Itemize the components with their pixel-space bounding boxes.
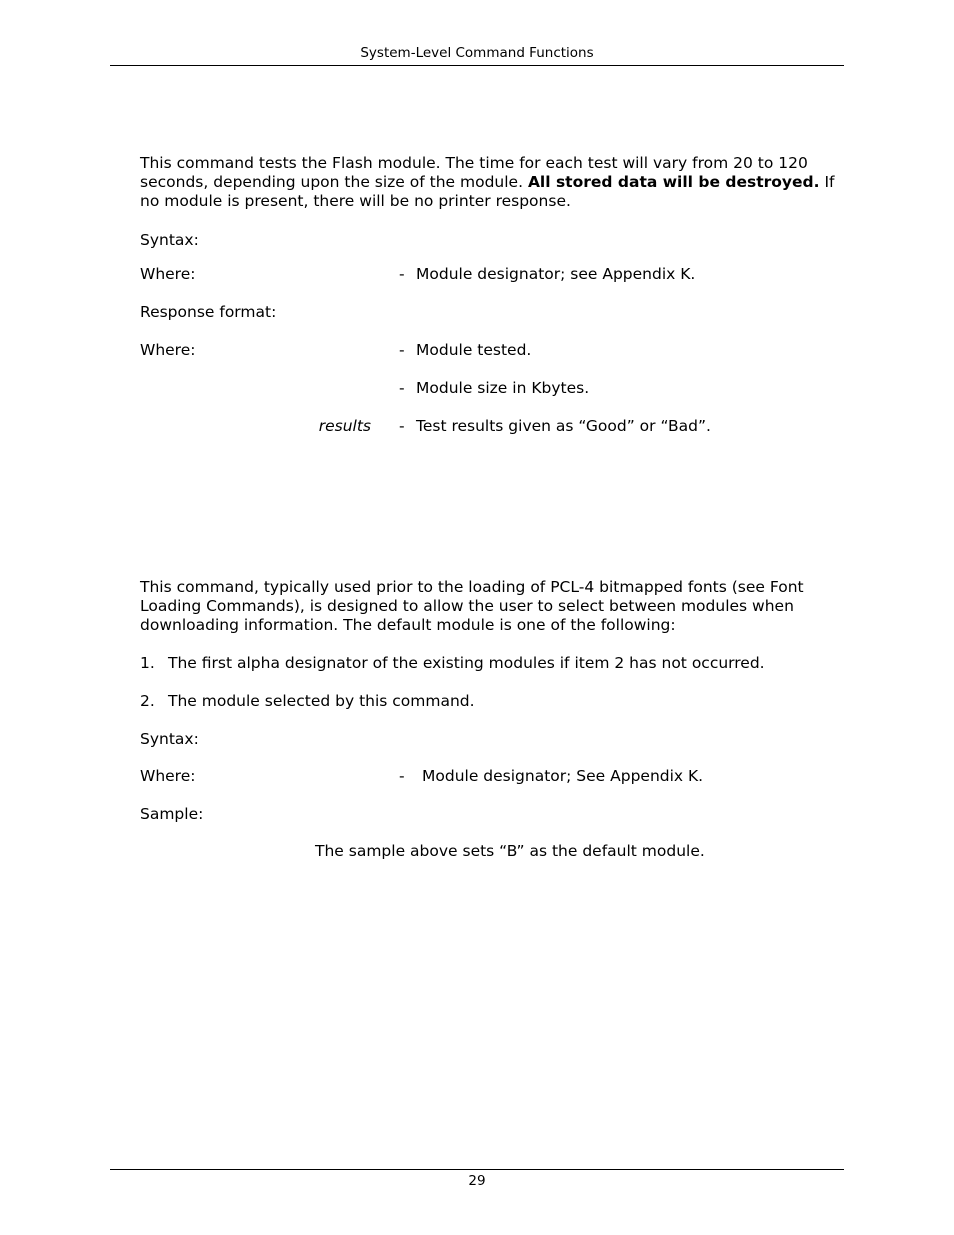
- param-dash: -: [399, 417, 405, 435]
- param-desc: Module tested.: [416, 341, 532, 359]
- section2-sample-label: Sample:: [140, 805, 204, 823]
- section2-sample-note: The sample above sets “B” as the default module.: [315, 842, 705, 860]
- param-desc: Module size in Kbytes.: [416, 379, 590, 397]
- list-item-number: 2.: [140, 692, 155, 710]
- header-rule: [110, 65, 844, 66]
- param-dash: -: [399, 341, 405, 359]
- param-dash: -: [399, 379, 405, 397]
- page-number: 29: [468, 1173, 486, 1189]
- list-item-number: 1.: [140, 654, 155, 672]
- section1-intro-text: This command tests the Flash module. The time for each test will vary from 20 to 120 seconds, depending upon the size of the module.: [140, 154, 808, 192]
- section1-intro-tail: If no module is present, there will be no printer response.: [140, 173, 835, 211]
- section2-syntax-label: Syntax:: [140, 730, 199, 748]
- section1-intro: [140, 154, 845, 212]
- section1-where-label: Where:: [140, 265, 196, 283]
- section2-where-label: Where:: [140, 767, 196, 785]
- section1-syntax-label: Syntax:: [140, 231, 199, 249]
- param-desc: Test results given as “Good” or “Bad”.: [416, 417, 711, 435]
- section1-warning: All stored data will be destroyed.: [527, 173, 820, 192]
- list-item-text: The module selected by this command.: [168, 692, 475, 710]
- param-name: results: [318, 417, 371, 435]
- section1-where-desc: Module designator; see Appendix K.: [416, 265, 696, 283]
- page-header-title: System-Level Command Functions: [360, 45, 594, 61]
- section1-where2-label: Where:: [140, 341, 196, 359]
- section1-response-label: Response format:: [140, 303, 277, 321]
- list-item-text: The first alpha designator of the existing modules if item 2 has not occurred.: [168, 654, 765, 672]
- section2-intro: This command, typically used prior to the loading of PCL-4 bitmapped fonts (see Font Loading Commands), is designed to allow the user to select between modules when downloading information. The default module is one of the following:: [140, 578, 804, 635]
- section1-where-dash: -: [399, 265, 405, 283]
- footer-rule: [110, 1169, 844, 1170]
- section2-where-desc: Module designator; See Appendix K.: [422, 767, 704, 785]
- section2-where-dash: -: [399, 767, 405, 785]
